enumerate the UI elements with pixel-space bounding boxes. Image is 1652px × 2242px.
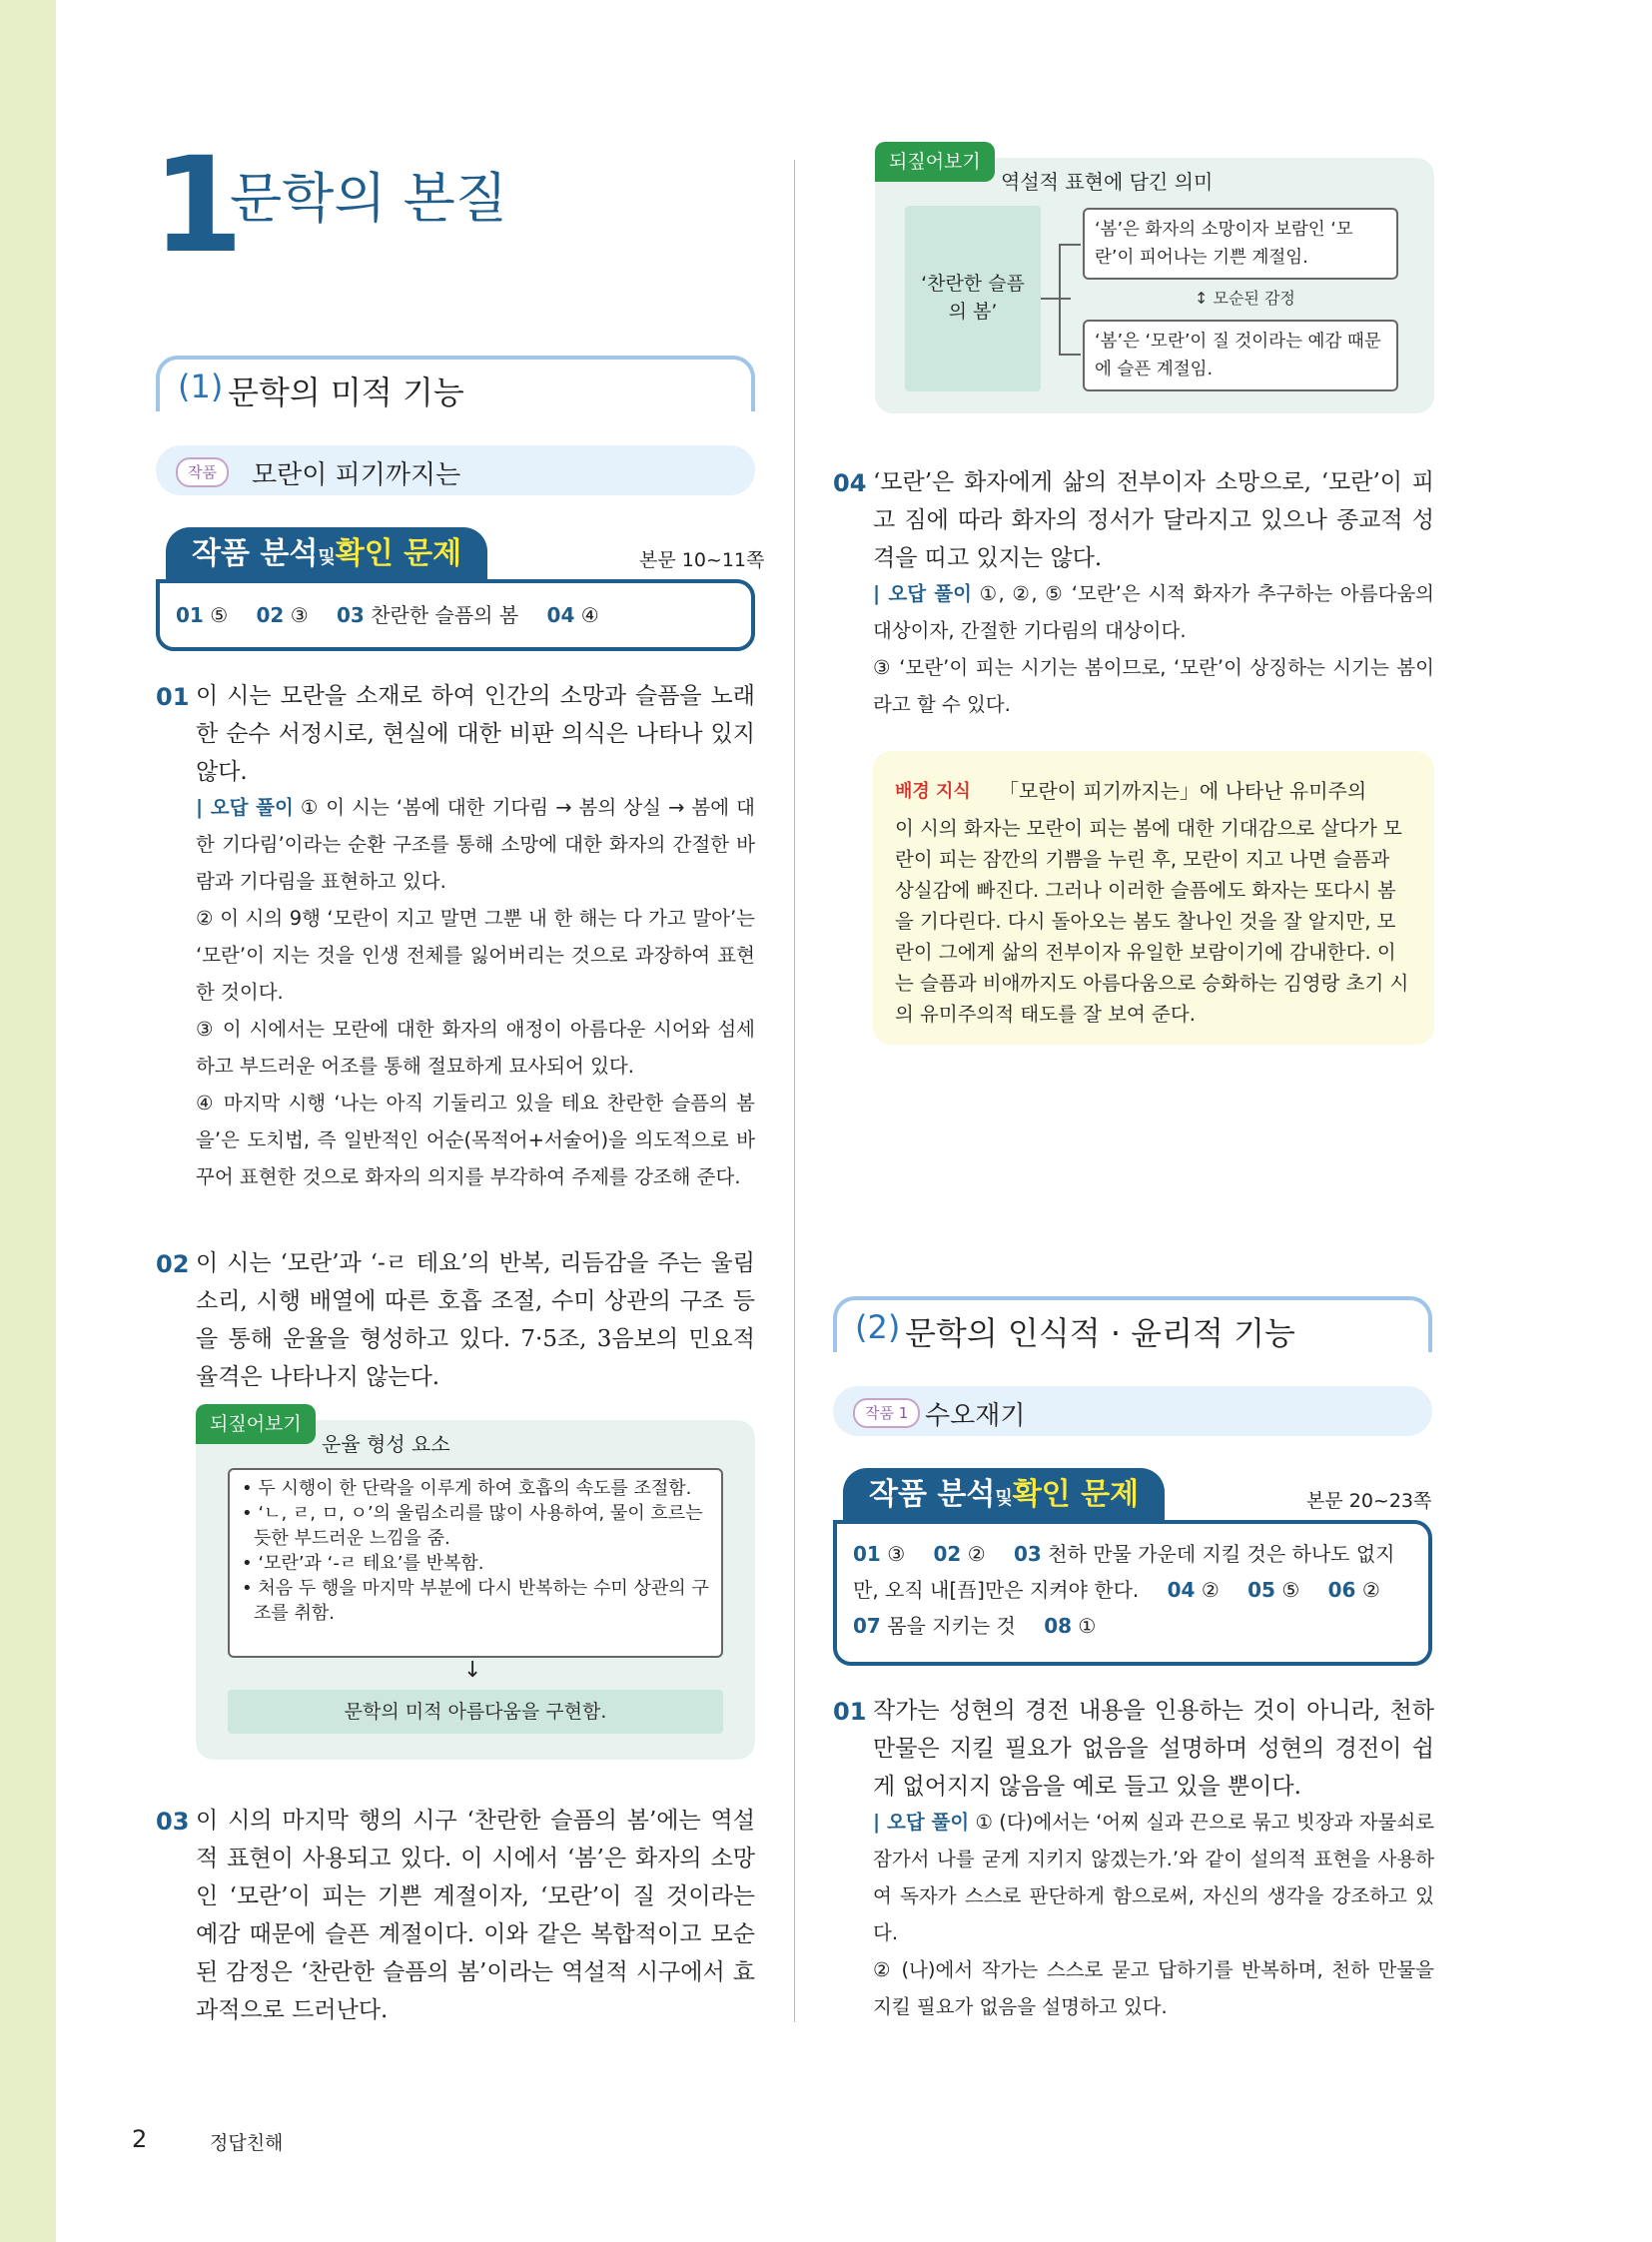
reflect-left-box: ‘찬란한 슬픔의 봄’ [905, 206, 1041, 391]
reflect-item: • 두 시행이 한 단락을 이루게 하여 호흡의 속도를 조절함. [242, 1478, 692, 1499]
reflect-box-2 [875, 151, 1434, 413]
reflect-top-box: ‘봄’은 화자의 소망이자 보람인 ‘모란’이 피어나는 기쁜 계절임. [1083, 208, 1398, 280]
odap-label: | 오답 풀이 [196, 796, 294, 819]
work-title: 수오재기 [925, 1401, 1026, 1431]
answers-2-tab: 작품 분석및확인 문제 [843, 1468, 1165, 1522]
chapter-number: 1 [152, 129, 244, 283]
question-01-explanation: | 오답 풀이 ① 이 시는 ‘봄에 대한 기다림 → 봄의 상실 → 봄에 대한 기다림’이라는 순환 구조를 통해 소망에 대한 화자의 간절한 바람과 기다림을 표현하고 있다. ② 이 시의 9행 ‘모란이 지고 말면 그뿐 내 한 해는 다 가고 말아’는 ‘모란’이 지는 것을 인생 전체를 잃어버리는 것으로 과장하여 표현한 것이다. ③ 이 시에서는 모란에 대한 화자의 애정이 아름다운 시어와 섬세하고 부드러운 어조를 통해 절묘하게 묘사되어 있다. ④ 마지막 시행 ‘나는 아직 기둘리고 있을 테요 찬란한 슬픔의 봄을’은 도치법, 즉 일반적인 어순(목적어+서술어)을 의도적으로 바꾸어 표현한 것으로 화자의 의지를 부각하여 주제를 강조해 준다. [196, 796, 755, 1188]
question-04-explanation: | 오답 풀이 ①, ②, ⑤ ‘모란’은 시적 화자가 추구하는 아름다움의 대상이자, 간절한 기다림의 대상이다. ③ ‘모란’이 피는 시기는 봄이므로, ‘모란’이 상징하는 시기는 봄이라고 할 수 있다. [873, 582, 1435, 716]
reflect-box-1 [196, 1413, 755, 1760]
section-2-number: (2) [855, 1308, 901, 1346]
reflect-list [228, 1468, 723, 1658]
background-tag: 배경 지식 [895, 781, 971, 802]
odap-label: | 오답 풀이 [873, 1811, 970, 1834]
reflect-item: • ‘모란’과 ‘-ㄹ 테요’를 반복함. [242, 1553, 484, 1574]
background-title: 「모란이 피기까지는」에 나타난 유미주의 [999, 779, 1367, 803]
side-strip [0, 0, 56, 2242]
question-02-text: 이 시는 ‘모란’과 ‘-ㄹ 테요’의 반복, 리듬감을 주는 울림소리, 시행 배열에 따른 호흡 조절, 수미 상관의 구조 등을 통해 운율을 형성하고 있다. 7·5조, 3음보의 민요적 율격은 나타나지 않는다. [196, 1250, 755, 1390]
question-01-number: 01 [156, 683, 190, 711]
question-02-number: 02 [156, 1250, 190, 1278]
chapter-title: 문학의 본질 [230, 167, 507, 230]
question-2-01-number: 01 [833, 1698, 867, 1726]
background-box [873, 751, 1434, 1045]
work-2-pill [833, 1386, 1432, 1436]
reflect-tag: 되짚어보기 [196, 1404, 316, 1444]
answers-1-page: 본문 10~11쪽 [639, 549, 765, 571]
section-2-header [833, 1296, 1432, 1352]
question-01-text: 이 시는 모란을 소재로 하여 인간의 소망과 슬픔을 노래한 순수 서정시로, 현실에 대한 비판 의식은 나타나 있지 않다. [196, 683, 755, 785]
reflect-tag: 되짚어보기 [875, 142, 995, 182]
connector [1059, 244, 1081, 246]
reflect-mid-label: ↕ 모순된 감정 [1195, 289, 1295, 308]
connector [1041, 298, 1071, 300]
reflect-item: • ‘ㄴ, ㄹ, ㅁ, ㅇ’의 울림소리를 많이 사용하여, 물이 흐르는 듯한 부드러운 느낌을 줌. [242, 1503, 703, 1549]
answers-1-box: 01 ⑤ 02 ③ 03 찬란한 슬픔의 봄 04 ④ [156, 579, 755, 651]
reflect-item: • 처음 두 행을 마지막 부분에 다시 반복하는 수미 상관의 구조를 취함. [242, 1578, 709, 1624]
reflect-bottom-box: ‘봄’은 ‘모란’이 질 것이라는 예감 때문에 슬픈 계절임. [1083, 320, 1398, 391]
answers-1-tab: 작품 분석및확인 문제 [166, 527, 487, 581]
background-text: 이 시의 화자는 모란이 피는 봄에 대한 기대감으로 살다가 모란이 피는 잠깐의 기쁨을 누린 후, 모란이 지고 나면 슬픔과 상실감에 빠진다. 그러나 이러한 슬픔에도 화자는 또다시 봄을 기다린다. 다시 돌아오는 봄도 찰나인 것을 잘 알지만, 모란이 그에게 삶의 전부이자 유일한 보람이기에 감내한다. 이는 슬픔과 비애까지도 아름다움으로 승화하는 김영랑 초기 시의 유미주의적 태도를 잘 보여 준다. [895, 817, 1409, 1026]
section-1-title: 문학의 미적 기능 [228, 374, 464, 411]
column-divider [794, 160, 795, 2022]
reflect-result: 문학의 미적 아름다움을 구현함. [228, 1690, 723, 1734]
section-1-number: (1) [178, 368, 224, 405]
question-2-01-explanation: | 오답 풀이 ① (다)에서는 ‘어찌 실과 끈으로 묶고 빗장과 자물쇠로 잠가서 나를 굳게 지키지 않겠는가.’와 같이 설의적 표현을 사용하여 독자가 스스로 판단하게 함으로써, 자신의 생각을 강조하고 있다. ② (나)에서 작가는 스스로 묻고 답하기를 반복하며, 천하 만물을 지킬 필요가 없음을 설명하고 있다. [873, 1811, 1434, 2018]
answers-2-page: 본문 20~23쪽 [1306, 1490, 1432, 1512]
question-2-01-text: 작가는 성현의 경전 내용을 인용하는 것이 아니라, 천하 만물은 지킬 필요가 없음을 설명하며 성현의 경전이 쉽게 없어지지 않음을 예로 들고 있을 뿐이다. [873, 1698, 1434, 1800]
work-title: 모란이 피기까지는 [252, 460, 461, 490]
answers-2-box: 01 ③ 02 ② 03 천하 만물 가운데 지킬 것은 하나도 없지만, 오직 내[吾]만은 지켜야 한다. 04 ② 05 ⑤ 06 ② 07 몸을 지키는 것 08 ① [833, 1520, 1432, 1666]
work-tag: 작품 1 [853, 1398, 920, 1428]
question-04-text: ‘모란’은 화자에게 삶의 전부이자 소망으로, ‘모란’이 피고 짐에 따라 화자의 정서가 달라지고 있으나 종교적 성격을 띠고 있지는 않다. [873, 469, 1434, 571]
question-03-text: 이 시의 마지막 행의 시구 ‘찬란한 슬픔의 봄’에는 역설적 표현이 사용되고 있다. 이 시에서 ‘봄’은 화자의 소망인 ‘모란’이 피는 기쁜 계절이자, ‘모란’이 질 것이라는 예감 때문에 슬픈 계절이다. 이와 같은 복합적이고 모순된 감정은 ‘찬란한 슬픔의 봄’이라는 역설적 시구에서 효과적으로 드러난다. [196, 1808, 755, 2023]
page-number: 2 [132, 2125, 148, 2153]
work-tag: 작품 [176, 457, 229, 487]
question-04-number: 04 [833, 469, 867, 497]
connector [1059, 244, 1061, 354]
reflect-arrow: ↓ [463, 1658, 482, 1683]
odap-label: | 오답 풀이 [873, 582, 972, 605]
section-2-title: 문학의 인식적 · 윤리적 기능 [905, 1314, 1295, 1352]
section-1-header [156, 356, 755, 411]
work-1-pill [156, 445, 755, 495]
reflect-title: 역설적 표현에 담긴 의미 [1001, 170, 1214, 194]
footer-label: 정답친해 [210, 2132, 284, 2154]
question-03-number: 03 [156, 1808, 190, 1836]
reflect-title: 운율 형성 요소 [322, 1432, 450, 1456]
connector [1059, 354, 1081, 356]
